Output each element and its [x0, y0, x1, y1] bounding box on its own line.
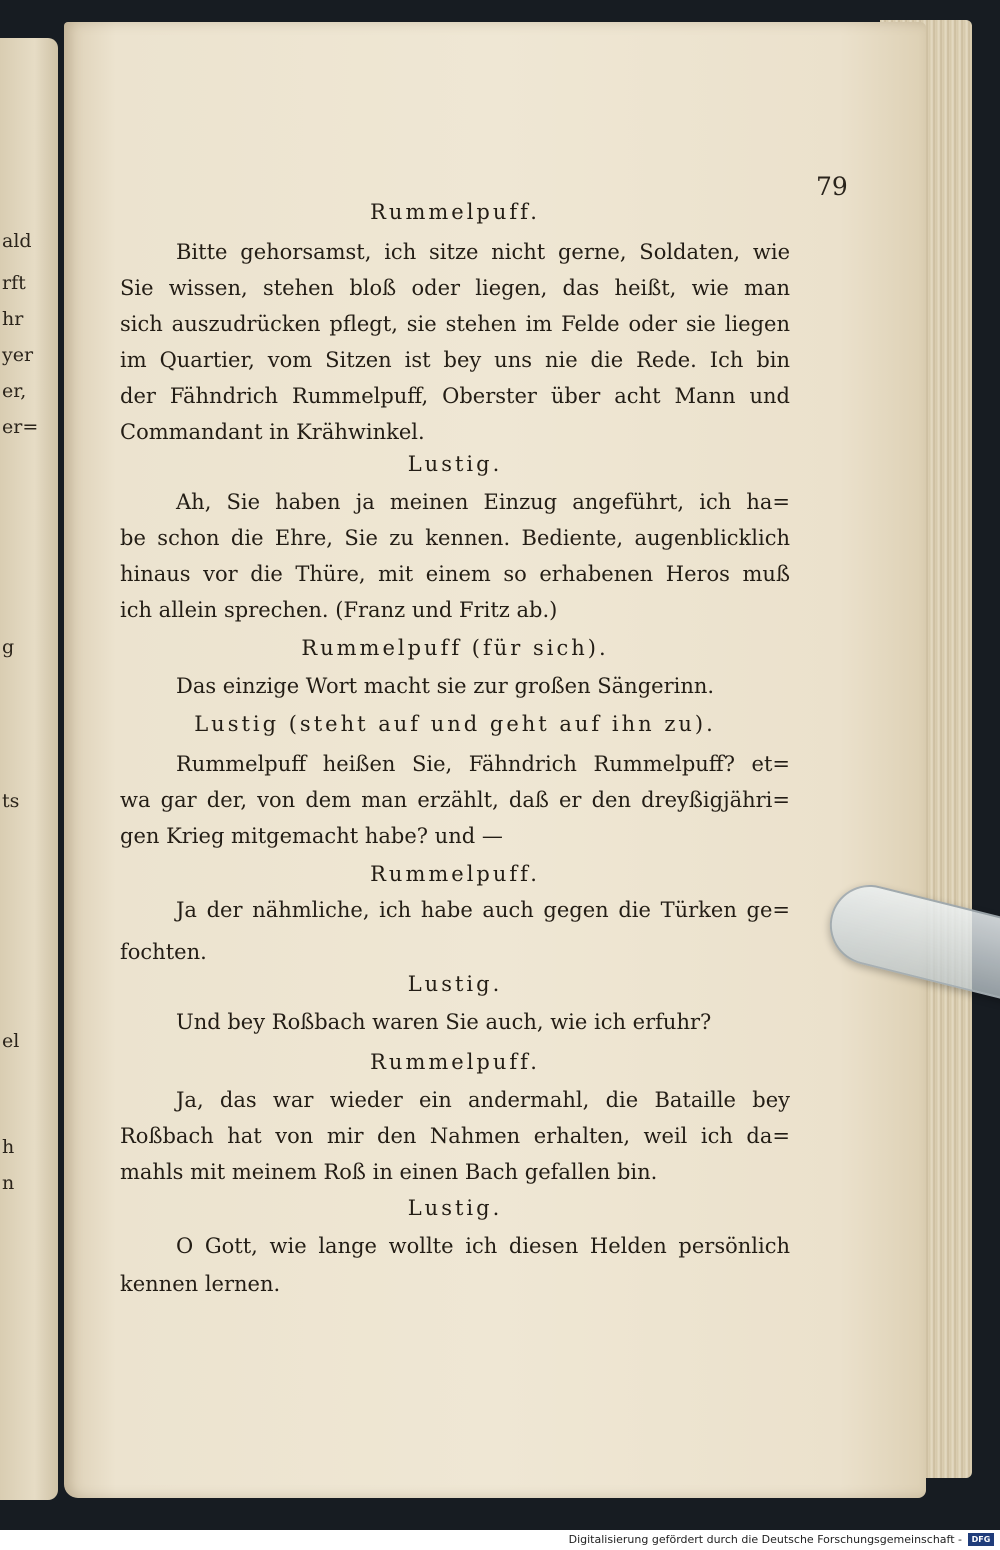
text-line: Ah, Sie haben ja meinen Einzug angeführt, ich ha=	[176, 490, 790, 514]
speaker-name: Rummelpuff.	[370, 200, 540, 224]
speaker-name: Rummelpuff.	[370, 1050, 540, 1074]
text-line: gen Krieg mitgemacht habe? und —	[120, 824, 503, 848]
text-line: im Quartier, vom Sitzen ist bey uns nie die Rede. Ich bin	[120, 348, 790, 372]
text-line: be schon die Ehre, Sie zu kennen. Bediente, augenblicklich	[120, 526, 790, 550]
left-page-fragment: hr	[2, 308, 24, 330]
left-page-fragment: el	[2, 1030, 20, 1052]
left-page-fragment: h	[2, 1136, 15, 1158]
text-line: O Gott, wie lange wollte ich diesen Helden persönlich	[176, 1234, 790, 1258]
text-line: Roßbach hat von mir den Nahmen erhalten, weil ich da=	[120, 1124, 790, 1148]
text-line: kennen lernen.	[120, 1272, 281, 1296]
footer-credit: Digitalisierung gefördert durch die Deutsche Forschungsgemeinschaft -	[568, 1533, 962, 1546]
text-line: hinaus vor die Thüre, mit einem so erhabenen Heros muß	[120, 562, 790, 586]
text-line: der Fähndrich Rummelpuff, Oberster über acht Mann und	[120, 384, 790, 408]
text-line: ich allein sprechen. (Franz und Fritz ab.)	[120, 598, 558, 622]
speaker-name: Rummelpuff.	[370, 862, 540, 886]
text-line: Rummelpuff heißen Sie, Fähndrich Rummelpuff? et=	[176, 752, 790, 776]
left-page-fragment: ald	[2, 230, 32, 252]
text-line: Ja, das war wieder ein andermahl, die Bataille bey	[176, 1088, 790, 1112]
speaker-name: Lustig.	[407, 452, 503, 476]
left-page-edge	[0, 38, 58, 1500]
left-page-fragment: er,	[2, 380, 27, 402]
text-line: fochten.	[120, 940, 207, 964]
page-number: 79	[816, 172, 848, 201]
left-page-fragment: g	[2, 636, 15, 658]
dfg-logo: DFG	[968, 1533, 994, 1546]
text-line: Bitte gehorsamst, ich sitze nicht gerne, Soldaten, wie	[176, 240, 790, 264]
text-line: Und bey Roßbach waren Sie auch, wie ich erfuhr?	[176, 1010, 712, 1034]
speaker-name: Lustig.	[407, 972, 503, 996]
speaker-name: Rummelpuff (für sich).	[301, 636, 609, 660]
left-page-fragment: ts	[2, 790, 20, 812]
text-line: mahls mit meinem Roß in einen Bach gefallen bin.	[120, 1160, 658, 1184]
text-line: Commandant in Krähwinkel.	[120, 420, 425, 444]
text-line: sich auszudrücken pflegt, sie stehen im Felde oder sie liegen	[120, 312, 790, 336]
left-page-fragment: rft	[2, 272, 26, 294]
left-page-fragment: n	[2, 1172, 15, 1194]
left-page-fragment: yer	[2, 344, 34, 366]
text-line: Das einzige Wort macht sie zur großen Sängerinn.	[176, 674, 715, 698]
left-page-fragment: er=	[2, 416, 39, 438]
text-line: Sie wissen, stehen bloß oder liegen, das heißt, wie man	[120, 276, 790, 300]
text-line: wa gar der, von dem man erzählt, daß er den dreyßigjähri=	[120, 788, 790, 812]
text-line: Ja der nähmliche, ich habe auch gegen die Türken ge=	[176, 898, 790, 922]
speaker-name: Lustig (steht auf und geht auf ihn zu).	[194, 712, 716, 736]
footer-bar	[0, 1530, 1000, 1550]
speaker-name: Lustig.	[407, 1196, 503, 1220]
